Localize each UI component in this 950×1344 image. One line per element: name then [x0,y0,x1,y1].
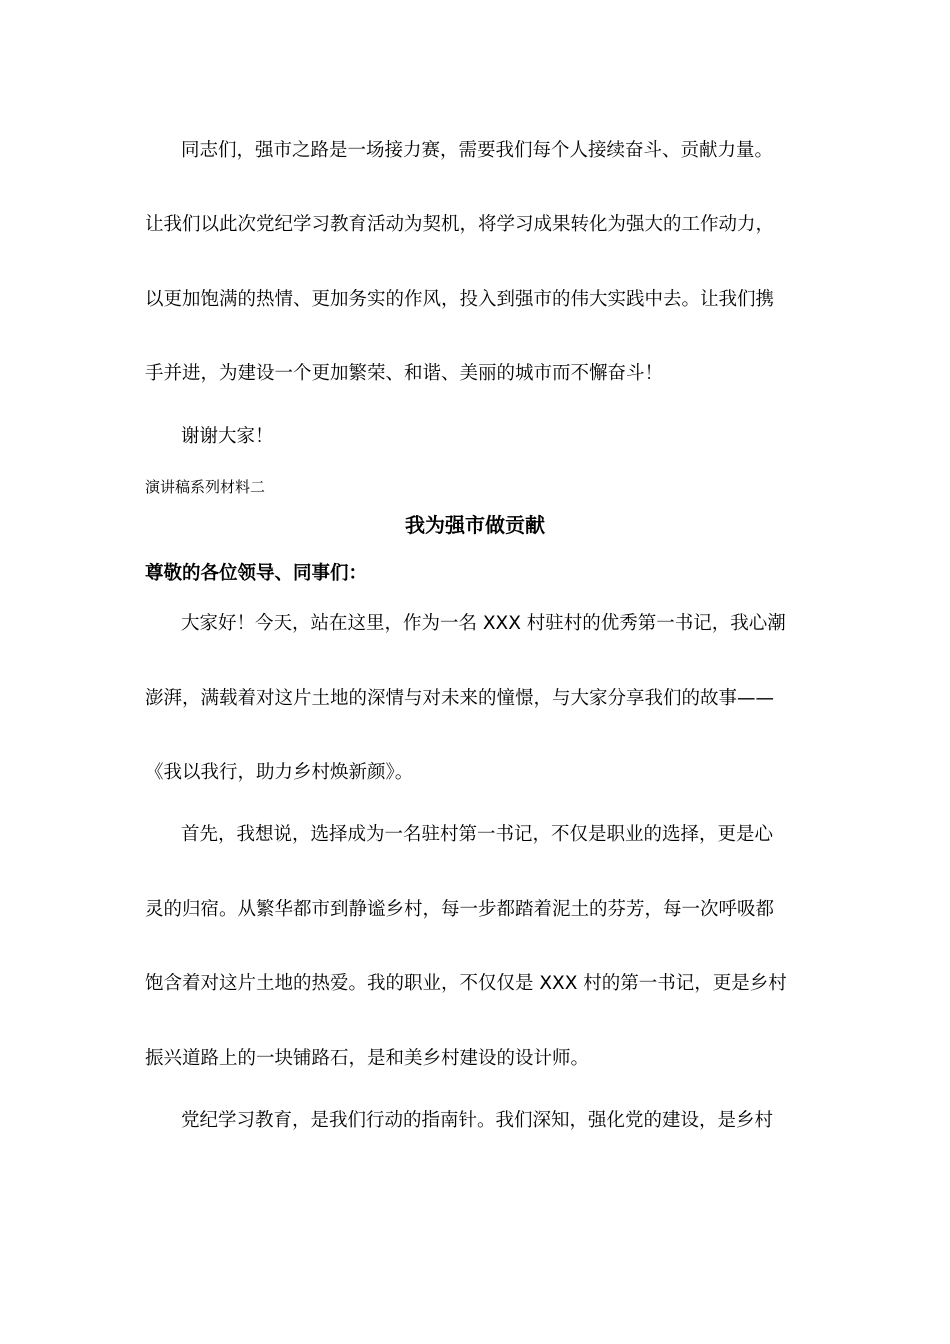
paragraph-line: 饱含着对这片土地的热爱。我的职业，不仅仅是 XXX 村的第一书记，更是乡村 [145,973,787,994]
paragraph-line: 以更加饱满的热情、更加务实的作风，投入到强市的伟大实践中去。让我们携 [145,289,775,310]
paragraph-line: 让我们以此次党纪学习教育活动为契机，将学习成果转化为强大的工作动力， [145,214,775,235]
paragraph-line: 振兴道路上的一块铺路石，是和美乡村建设的设计师。 [145,1048,590,1069]
closing-thanks: 谢谢大家！ [181,426,274,447]
paragraph-line: 灵的归宿。从繁华都市到静谧乡村，每一步都踏着泥土的芬芳，每一次呼吸都 [145,899,775,920]
series-label: 演讲稿系列材料二 [145,478,266,496]
document-title: 我为强市做贡献 [405,513,545,537]
paragraph-line: 手并进，为建设一个更加繁荣、和谐、美丽的城市而不懈奋斗！ [145,363,664,384]
paragraph-line: 大家好！今天，站在这里，作为一名 XXX 村驻村的优秀第一书记，我心潮 [181,613,786,634]
salutation: 尊敬的各位领导、同事们： [145,563,368,584]
paragraph-line: 《我以我行，助力乡村焕新颜》。 [145,762,414,783]
paragraph-line: 澎湃，满载着对这片土地的深情与对未来的憧憬，与大家分享我们的故事—— [145,688,775,709]
paragraph-line: 同志们，强市之路是一场接力赛，需要我们每个人接续奋斗、贡献力量。 [181,140,774,161]
paragraph-line: 党纪学习教育，是我们行动的指南针。我们深知，强化党的建设，是乡村 [181,1110,774,1131]
paragraph-line: 首先，我想说，选择成为一名驻村第一书记，不仅是职业的选择，更是心 [181,824,774,845]
